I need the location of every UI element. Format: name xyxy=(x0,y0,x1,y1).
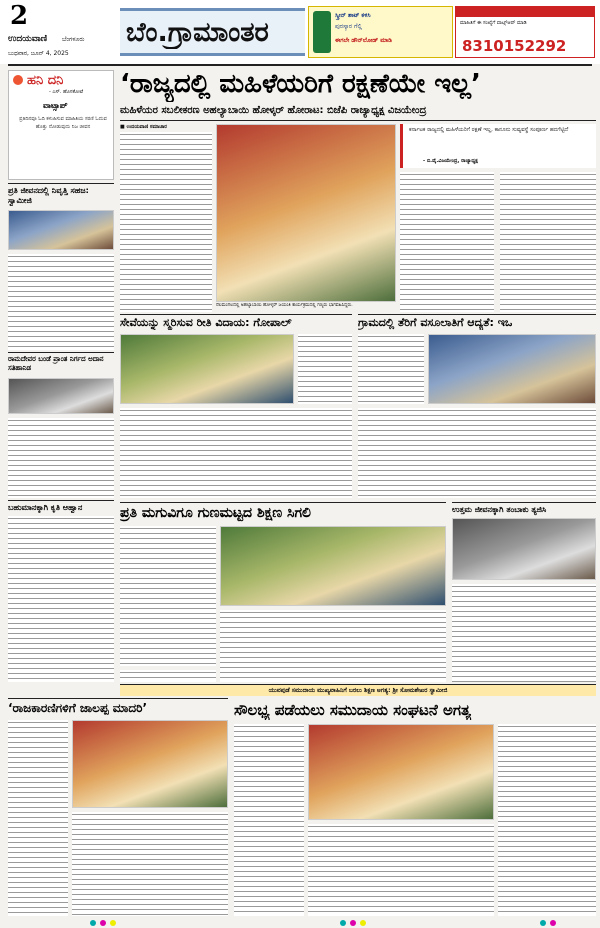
ad-right-line: ಮಾಹಿತಿಗೆ ಈ ಸಂಖ್ಯೆಗೆ ವಾಟ್ಸ್‌ಆಪ್ ಮಾಡಿ xyxy=(460,20,527,26)
mid2-rule xyxy=(120,502,446,503)
bottom-right-photo xyxy=(308,724,494,820)
cmyk-mark xyxy=(340,920,346,926)
ad-center xyxy=(308,6,453,58)
bottom-right-headline: ಸೌಲಭ್ಯ ಪಡೆಯಲು ಸಮುದಾಯ ಸಂಘಟನೆ ಅಗತ್ಯ xyxy=(234,701,471,719)
bottom-left-text-a xyxy=(8,720,68,916)
left1-headline: ಪ್ರತಿ ಜೀವನದಲ್ಲಿ ನಿವೃತ್ತಿ ಸಹಜ: ಸ್ವಾಮೀಜಿ xyxy=(8,186,89,205)
cmyk-mark xyxy=(90,920,96,926)
section-title-box xyxy=(120,8,305,56)
mid1-photo xyxy=(120,334,294,404)
mid2-text-a xyxy=(120,526,216,666)
left3-headline: ಬಹುಮಾನಕ್ಕಾಗಿ ಕೃತಿ ಆಹ್ವಾನ xyxy=(8,503,83,512)
cmyk-mark xyxy=(360,920,366,926)
cmyk-mark xyxy=(550,920,556,926)
section-title: ಬೆಂ.ಗ್ರಾಮಾಂತರ xyxy=(126,17,269,48)
left1-text xyxy=(8,254,114,350)
ad-right-strip xyxy=(456,7,594,17)
mid2-text-b xyxy=(220,610,446,682)
main-subhead: ಮಹಿಳೆಯರ ಸಬಲೀಕರಣ ಅಹಲ್ಯಾಬಾಯಿ ಹೋಳ್ಕರ್ ಹೋರಾಟ: ಬಿಜೆಪಿ ರಾಜ್ಯಾಧ್ಯಕ್ಷ ವಿಜಯೇಂದ್ರ xyxy=(120,105,427,116)
cmyk-mark xyxy=(540,920,546,926)
left1-photo xyxy=(8,210,114,250)
issue-date: ಬುಧವಾರ, ಜೂನ್ 4, 2025 xyxy=(8,50,69,57)
cmyk-mark xyxy=(350,920,356,926)
right2-headline: ಉತ್ತಮ ಜೀವನಕ್ಕಾಗಿ ತಂಬಾಕು ತ್ಯಜಿಸಿ xyxy=(452,505,547,514)
sidebar-byline: - ಎಸ್. ಹೊಸಕೋಟೆ xyxy=(49,89,84,95)
left1-rule xyxy=(8,183,114,184)
sidebar-column-name: ವಾಟ್ಸಾಪ್ xyxy=(43,101,68,110)
paper-name: ಉದಯವಾಣಿ xyxy=(8,34,48,44)
phone-illustration xyxy=(313,11,331,53)
main-dateline: ■ ಉದಯವಾಣಿ ಸಮಾಚಾರ xyxy=(120,124,167,130)
page-number: 2 xyxy=(10,2,29,30)
mid1-headline: ಸೇವೆಯನ್ನು ಸ್ಮರಿಸುವ ರೀತಿ ವಿದಾಯ: ಗೋಪಾಲ್ xyxy=(120,316,292,329)
banner-strip xyxy=(120,684,596,696)
bottom-left-headline: ‘ರಾಜಕಾರಣಿಗಳಿಗೆ ಜಾಲಪ್ಪ ಮಾದರಿ’ xyxy=(8,701,148,715)
main-story-col-3 xyxy=(400,172,494,312)
masthead xyxy=(0,0,600,64)
main-story-col-1 xyxy=(120,132,212,312)
main-photo xyxy=(216,124,396,302)
left2-photo xyxy=(8,378,114,414)
ad-center-line-3: ಈಗಲೇ ಡೌನ್‌ಲೋಡ್ ಮಾಡಿ xyxy=(335,37,392,44)
sidebar-text: ಪ್ರತಿದಿನವೂ ಓದಿ ಕಳುಹಿಸುವ ಮಾಹಿತಿಯ ಸರಣಿ ಓದುವ ಹೊತ್ತು ನೋಡುವುದು ನಿಜ ಜೀವನ xyxy=(19,116,107,130)
cmyk-mark xyxy=(100,920,106,926)
ad-center-line-2: ಪುರಸ್ಕಾರ ಗೆಲ್ಲಿ xyxy=(335,23,363,30)
mid1-rule xyxy=(120,314,352,315)
main-photo-caption: ನೆಲಮಂಗಲದಲ್ಲಿ ಅಹಲ್ಯಾಬಾಯಿ ಹೋಳ್ಕರ್ ಜಯಂತಿ ಕಾರ್ಯಕ್ರಮದಲ್ಲಿ ಗಣ್ಯರು ಭಾಗವಹಿಸಿದ್ದರು. xyxy=(216,303,353,308)
bottom-right-text-a xyxy=(234,724,304,916)
mid1-text xyxy=(120,408,352,498)
bottom-right-text-c xyxy=(498,724,596,916)
right1-photo xyxy=(428,334,596,404)
right1-rule xyxy=(358,314,596,315)
right2-rule xyxy=(452,502,596,503)
main-story-col-4 xyxy=(500,172,596,312)
sidebar-logo-mark xyxy=(13,75,23,85)
left2-text xyxy=(8,418,114,498)
mid2-text-c xyxy=(120,670,216,682)
right1-text-b xyxy=(358,408,596,498)
right1-headline: ಗ್ರಾಮದಲ್ಲಿ ತೆರಿಗೆ ವಸೂಲಾತಿಗೆ ಆದ್ಯತೆ: ಇಒ xyxy=(358,316,513,329)
mid2-photo xyxy=(220,526,446,606)
bottom-right-text-b xyxy=(308,824,494,916)
sidebar-box xyxy=(8,70,114,180)
subhead-rule xyxy=(120,120,596,121)
mid1-side-text xyxy=(298,334,352,404)
ad-right xyxy=(455,6,595,58)
main-quote-by: - ಬಿ.ವೈ.ವಿಜಯೇಂದ್ರ, ರಾಜ್ಯಾಧ್ಯಕ್ಷ xyxy=(423,158,478,164)
cmyk-mark xyxy=(110,920,116,926)
main-quote-box xyxy=(400,124,596,168)
bottom-left-photo xyxy=(72,720,228,808)
edition-label: ಬೆಂಗಳೂರು xyxy=(62,36,85,43)
ad-center-line-1: ಸ್ಕ್ರೀನ್ ಶಾಟ್ ಕಳಿಸಿ xyxy=(335,12,371,19)
bottom-left-rule xyxy=(8,698,228,699)
right2-photo xyxy=(452,518,596,580)
main-quote: ಕರ್ನಾಟಕ ರಾಜ್ಯದಲ್ಲಿ ಮಹಿಳೆಯರಿಗೆ ರಕ್ಷಣೆ ಇಲ್ಲ, ಕಾನೂನು ಸುವ್ಯವಸ್ಥೆ ಸಂಪೂರ್ಣ ಹದಗೆಟ್ಟಿದೆ xyxy=(409,127,569,133)
bottom-left-text-b xyxy=(72,812,228,916)
right1-text-a xyxy=(358,334,424,404)
banner-text: ಯುವಪುಡೆ ಸಮುದಾಯ ಮುಖ್ಯವಾಹಿನಿಗೆ ಬರಲು ಶಿಕ್ಷಣ ಅಗತ್ಯ: ಶ್ರೀ ಸೋಮಶೇಖರ ಸ್ವಾಮೀಜಿ xyxy=(268,687,448,694)
left2-rule xyxy=(8,352,114,353)
registration-marks xyxy=(0,918,600,928)
right2-text xyxy=(452,584,596,682)
main-headline: ‘ರಾಜ್ಯದಲ್ಲಿ ಮಹಿಳೆಯರಿಗೆ ರಕ್ಷಣೆಯೇ ಇಲ್ಲ’ xyxy=(120,69,481,99)
left3-rule xyxy=(8,500,114,501)
ad-right-phone: 8310152292 xyxy=(462,37,567,55)
left3-text xyxy=(8,516,114,682)
sidebar-brand: ಹನಿ ದನಿ xyxy=(27,73,64,88)
mid2-headline: ಪ್ರತಿ ಮಗುವಿಗೂ ಗುಣಮಟ್ಟದ ಶಿಕ್ಷಣ ಸಿಗಲಿ xyxy=(120,505,311,521)
left2-headline: ರಾಮದೇವರ ಬಂಡೆ ಪ್ರಾಂತ ನಿರ್ಗದ ಅದಾನ ಸತಿಹಾನಿಡ xyxy=(8,355,104,372)
